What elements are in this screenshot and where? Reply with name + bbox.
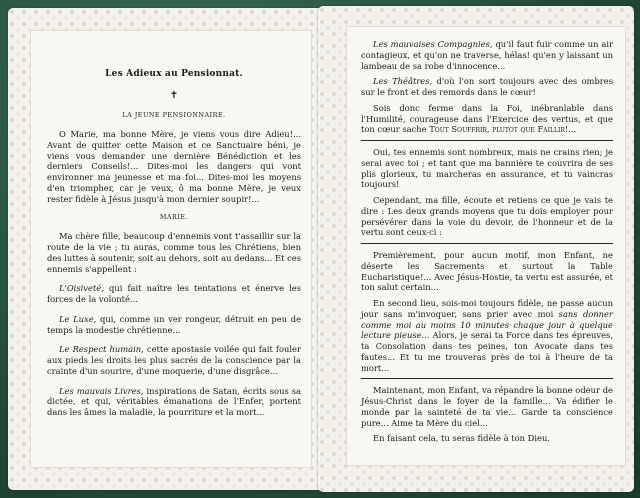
paragraph: O Marie, ma bonne Mère, je viens vous dire Adieu!... Avant de quitter cette Maison et ce Sanctuaire béni, je viens vous demander une dernière Bénédiction et les derniers Conseils!... Dites-moi les dangers qui vont environner ma jeunesse et ma foi... Dites-moi les moyens d'en triompher, car je veux, ô ma bonne Mère, je veux rester fidèle à Jésus jusqu'à mon dernier soupir!... (47, 129, 301, 204)
paragraph (361, 298, 613, 373)
emphasis: Les Théâtres, (373, 76, 433, 87)
emphasis: Les mauvais Livres, (59, 385, 144, 396)
paragraph-text: qui, comme un ver rongeur, détruit en peu de temps la modestie chrétienne... (47, 313, 302, 335)
paragraph (361, 103, 613, 135)
paragraph-text: inspirations de Satan, écrits sous sa dictée, et qui, véritables émanations de l'Enfer, portent dans les âmes la maladie, la pourriture et la mort... (47, 385, 302, 417)
emphasis: Le Respect humain, (59, 344, 144, 355)
page-title: Les Adieux au Pensionnat. (105, 69, 243, 79)
paragraph-text: qu'il faut fuir comme un air contagieux, et qu'on ne traverse, hélas! qu'en y laissant un lambeau de sa robe d'innocence... (361, 39, 613, 71)
paragraph: Premièrement, pour aucun motif, mon Enfant, ne déserte les Sacrements et surtout la Table Eucharistique!... Avec Jésus-Hostie, ta vertu est assurée, et ton salut certain... (361, 250, 613, 293)
paragraph (47, 283, 301, 305)
emphasis: Les mauvaises Compagnies, (373, 39, 493, 49)
divider (361, 140, 613, 141)
emphasis: L'Oisiveté, (59, 283, 104, 294)
paragraph (361, 39, 613, 71)
paragraph: En faisant cela, tu seras fidèle à ton Dieu. (373, 433, 550, 444)
divider (361, 243, 613, 244)
small-caps-motto: Tout Souffrir, plutot que Faillir (429, 124, 565, 135)
speaker-heading-pensionnaire: LA JEUNE PENSIONNAIRE. (122, 111, 226, 119)
cross-icon: ✝ (169, 90, 179, 101)
paragraph-text: En second lieu, sois-moi toujours fidèle, ne passe aucun jour sans m'invoquer, sans prier avec moi (361, 298, 613, 319)
paragraph (47, 344, 301, 376)
right-page (346, 26, 626, 466)
paragraph-text: Sois donc ferme dans la Foi, inébranlable dans l'Humilité, courageuse dans l'Exercice des vertus, et que ton cœur sache (361, 102, 613, 135)
paragraph-text: Alors, je serai ta Force dans tes épreuves, ta Consolation dans tes peines, ton Avocate dans tes fautes... Et tu me trouveras près de toi à l'heure de ta mort... (361, 330, 613, 373)
paragraph-text: cette apostasie voilée qui fait fouler aux pieds les droits les plus sacrés de la conscience par la crainte d'un sourire, d'une moquerie, d'une disgrâce... (47, 344, 301, 376)
emphasis: sans donner comme moi au moins 10 minutes chaque jour à quelque lecture pieuse... (361, 308, 613, 341)
paragraph (47, 386, 301, 418)
paragraph: Cependant, ma fille, écoute et retiens ce que je vais te dire : Les deux grands moyens que tu dois employer pour persévérer dans la voie du devoir, de l'honneur et de la vertu sont ceux-ci : (361, 195, 613, 238)
paragraph-text: d'où l'on sort toujours avec des ombres sur le front et des remords dans le cœur! (361, 76, 614, 97)
paragraph: Ma chère fille, beaucoup d'ennemis vont t'assaillir sur la route de la vie ; tu auras, comme tous les Chrétiens, bien des luttes à soutenir, soit au dehors, soit au dedans... Et ces ennemis s'appellent : (47, 231, 301, 274)
emphasis: Le Luxe, (59, 313, 97, 324)
left-page (30, 30, 312, 468)
divider (361, 378, 613, 379)
speaker-heading-marie: MARIE. (159, 213, 189, 222)
paragraph: Maintenant, mon Enfant, va répandre la bonne odeur de Jésus-Christ dans le foyer de la famille... Va édifier le monde par la sainteté de ta vie... Garde ta conscience pure... Aime ta Mère du ciel... (361, 385, 613, 428)
paragraph (47, 314, 301, 336)
paragraph (361, 76, 613, 98)
paragraph-text: qui fait naître les tentations et énerve les forces de la volonté... (47, 283, 301, 304)
paragraph: Oui, tes ennemis sont nombreux, mais ne crains rien; je serai avec toi ; et tant que ma bannière te couvrira de ses plis glorieux, tu marcheras en assurance, et tu vaincras toujours! (361, 147, 613, 190)
paragraph-text: !... (564, 124, 577, 135)
